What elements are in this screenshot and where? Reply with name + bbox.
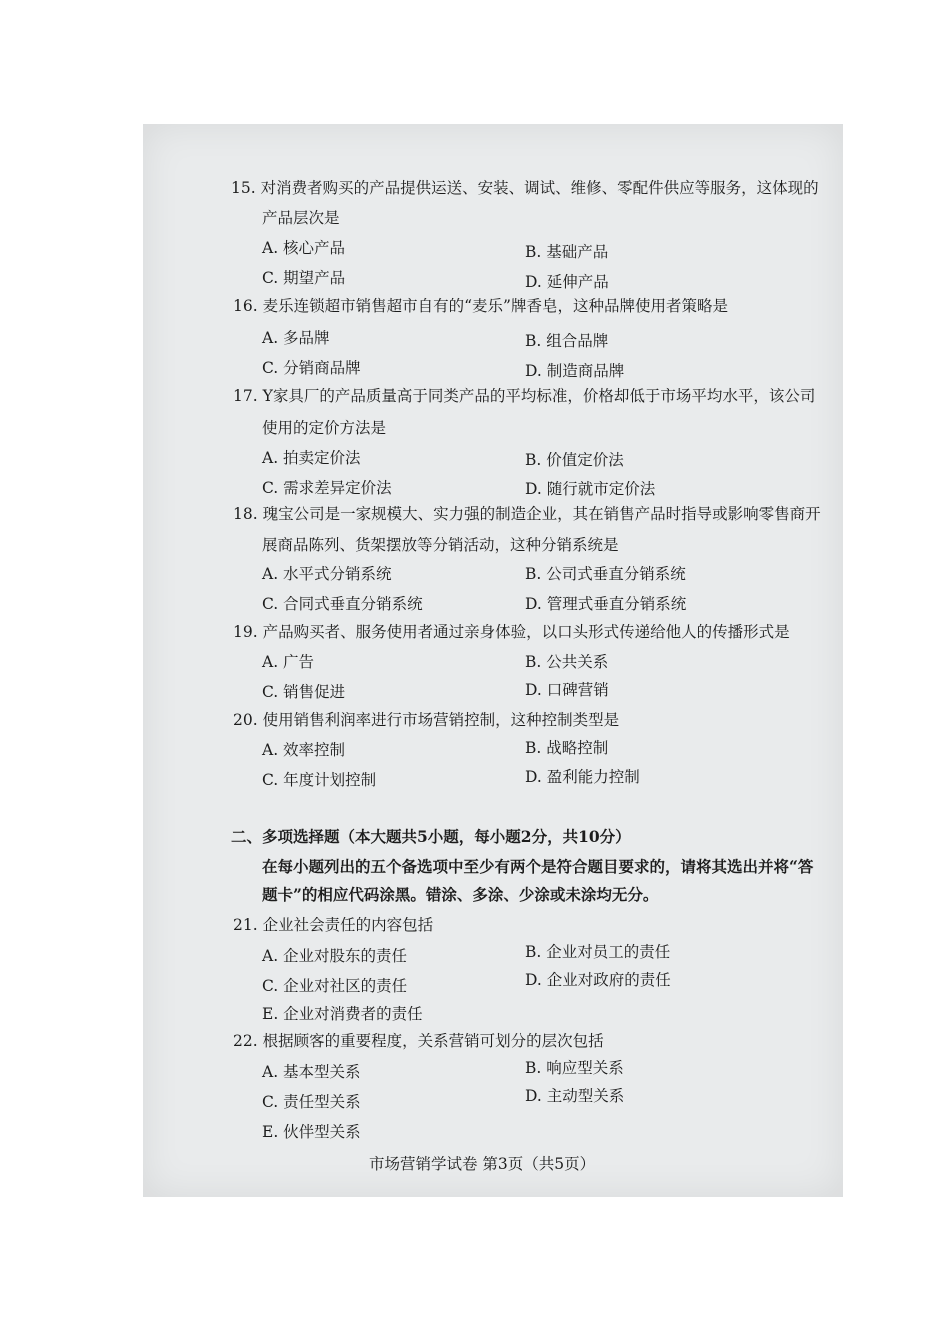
option-d: D. 企业对政府的责任 [525,971,671,989]
option-a: A. 核心产品 [262,239,346,257]
option-a: A. 水平式分销系统 [262,565,392,583]
option-b: B. 公司式垂直分销系统 [525,565,686,583]
option-a: A. 拍卖定价法 [262,449,361,467]
section-instructions: 在每小题列出的五个备选项中至少有两个是符合题目要求的，请将其选出并将“答 [262,857,814,876]
question-16 [233,296,728,316]
option-c: C. 责任型关系 [262,1093,361,1111]
question-number: 17. [233,387,258,405]
question-number: 15. [231,179,256,197]
question-21 [233,915,433,935]
question-text: 对消费者购买的产品提供运送、安装、调试、维修、零配件供应等服务，这体现的 [260,179,819,197]
question-22 [233,1031,604,1051]
option-c: C. 期望产品 [262,269,346,287]
question-number: 19. [233,623,258,641]
question-text: 瑰宝公司是一家规模大、实力强的制造企业，其在销售产品时指导或影响零售商开 [262,505,821,523]
option-a: A. 多品牌 [262,329,330,347]
option-a: A. 基本型关系 [262,1063,361,1081]
option-e: E. 伙伴型关系 [262,1123,361,1141]
option-a: A. 广告 [262,653,315,671]
question-text: Y家具厂的产品质量高于同类产品的平均标准，价格却低于市场平均水平，该公司 [262,387,816,405]
option-e: E. 企业对消费者的责任 [262,1005,423,1023]
question-number: 18. [233,505,258,523]
option-b: B. 企业对员工的责任 [525,943,671,961]
option-d: D. 口碑营销 [525,681,609,699]
question-text: 企业社会责任的内容包括 [262,916,434,934]
section-heading: 二、多项选择题（本大题共5小题，每小题2分，共10分） [231,827,631,846]
option-d: D. 延伸产品 [525,273,609,291]
option-c: C. 企业对社区的责任 [262,977,408,995]
option-c: C. 合同式垂直分销系统 [262,595,423,613]
section-instructions-continued: 题卡”的相应代码涂黑。错涂、多涂、少涂或未涂均无分。 [262,885,659,904]
option-d: D. 管理式垂直分销系统 [525,595,687,613]
question-text: 使用销售利润率进行市场营销控制，这种控制类型是 [262,711,620,729]
question-19 [233,622,790,642]
option-d: D. 盈利能力控制 [525,768,640,786]
question-text-continued: 使用的定价方法是 [262,419,387,437]
option-c: C. 年度计划控制 [262,771,377,789]
question-text-continued: 展商品陈列、货架摆放等分销活动，这种分销系统是 [262,536,619,554]
option-b: B. 组合品牌 [525,332,609,350]
question-number: 21. [233,916,258,934]
question-text-continued: 产品层次是 [262,209,340,227]
question-text: 产品购买者、服务使用者通过亲身体验，以口头形式传递给他人的传播形式是 [262,623,790,641]
question-text: 根据顾客的重要程度，关系营销可划分的层次包括 [262,1032,604,1050]
question-18 [233,504,821,524]
option-d: D. 主动型关系 [525,1087,625,1105]
question-number: 20. [233,711,258,729]
question-number: 22. [233,1032,258,1050]
option-b: B. 响应型关系 [525,1059,624,1077]
option-c: C. 销售促进 [262,683,346,701]
option-a: A. 企业对股东的责任 [262,947,408,965]
option-d: D. 随行就市定价法 [525,480,656,498]
option-b: B. 价值定价法 [525,451,624,469]
option-c: C. 分销商品牌 [262,359,361,377]
question-15 [231,178,819,198]
option-b: B. 基础产品 [525,243,609,261]
option-c: C. 需求差异定价法 [262,479,392,497]
question-number: 16. [233,297,258,315]
page-footer: 市场营销学试卷 第3页（共5页） [369,1155,596,1173]
option-b: B. 公共关系 [525,653,609,671]
question-20 [233,710,619,730]
option-d: D. 制造商品牌 [525,362,625,380]
scanned-exam-page [143,124,843,1197]
question-17 [233,386,815,406]
option-a: A. 效率控制 [262,741,346,759]
question-text: 麦乐连锁超市销售超市自有的“麦乐”牌香皂，这种品牌使用者策略是 [262,297,728,315]
option-b: B. 战略控制 [525,739,609,757]
